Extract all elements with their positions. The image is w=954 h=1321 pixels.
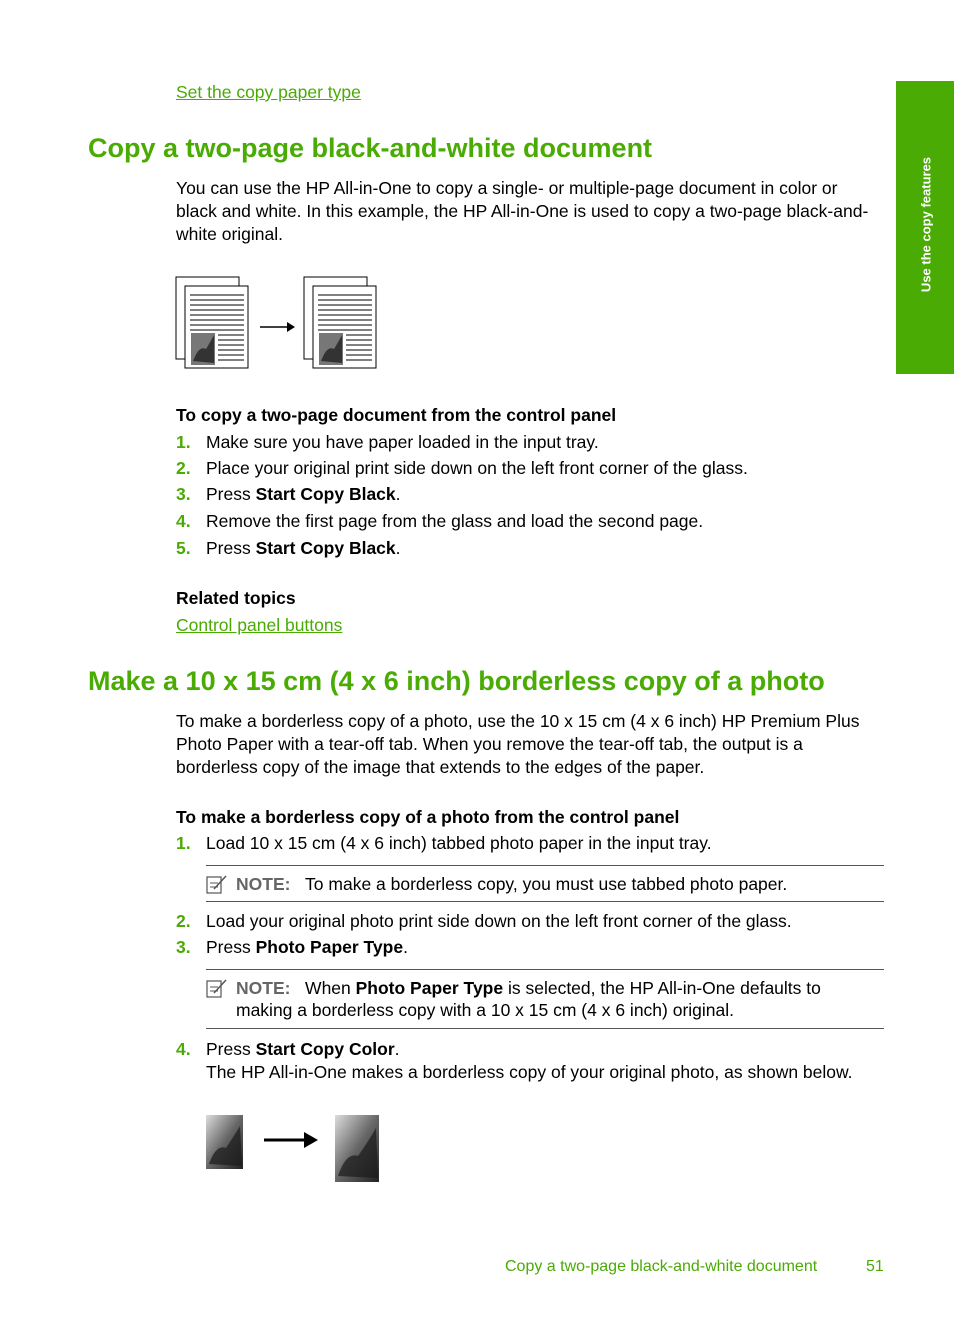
step-4: 4. Remove the first page from the glass and load the second page. xyxy=(176,511,704,531)
procedure-title-2: To make a borderless copy of a photo from the control panel xyxy=(176,807,680,827)
related-topics-title: Related topics xyxy=(176,588,296,608)
link-set-copy-paper-type[interactable]: Set the copy paper type xyxy=(176,82,361,102)
heading-borderless-copy: Make a 10 x 15 cm (4 x 6 inch) borderless copy of a photo xyxy=(88,666,825,696)
note-1: NOTE: To make a borderless copy, you must use tabbed photo paper. xyxy=(206,865,884,902)
s2-step-1: 1. Load 10 x 15 cm (4 x 6 inch) tabbed photo paper in the input tray. xyxy=(176,833,712,853)
side-tab xyxy=(896,81,954,374)
borderless-copy-photo-icon xyxy=(335,1115,379,1182)
borderless-photo-illustration xyxy=(206,1114,382,1184)
step-3: 3. Press Start Copy Black. xyxy=(176,484,401,504)
note-icon xyxy=(206,978,228,998)
procedure-title-1: To copy a two-page document from the control panel xyxy=(176,405,617,425)
two-page-copy-illustration xyxy=(174,275,380,371)
arrow-icon xyxy=(264,1132,318,1148)
note-label: NOTE: xyxy=(236,874,291,894)
note-2: NOTE: When Photo Paper Type is selected, the HP All-in-One defaults to making a borderless copy with a 10 x 15 cm (4 x 6 inch) original. xyxy=(206,969,884,1029)
s2-step-2: 2. Load your original photo print side down on the left front corner of the glass. xyxy=(176,911,792,931)
original-document-icon xyxy=(176,277,248,368)
original-photo-icon xyxy=(206,1115,243,1169)
arrow-icon xyxy=(260,322,295,332)
step-2: 2. Place your original print side down on the left front corner of the glass. xyxy=(176,458,748,478)
heading-copy-two-page: Copy a two-page black-and-white document xyxy=(88,133,653,163)
link-control-panel-buttons[interactable]: Control panel buttons xyxy=(176,615,343,635)
note-label: NOTE: xyxy=(236,978,291,998)
section1-intro: You can use the HP All-in-One to copy a single- or multiple-page document in color or black and white. In this example, the HP All-in-One is used to copy a two-page black-and-white original. xyxy=(176,178,869,244)
page-number: 51 xyxy=(866,1258,884,1275)
section2-intro: To make a borderless copy of a photo, use the 10 x 15 cm (4 x 6 inch) HP Premium Plus Photo Paper with a tear-off tab. When you remove the tear-off tab, the output is a borderless copy of the image that extends to the edges of the paper. xyxy=(176,711,860,777)
note-icon xyxy=(206,874,228,894)
side-tab-label: Use the copy features xyxy=(918,156,934,293)
copy-document-icon xyxy=(304,277,376,368)
footer-title: Copy a two-page black-and-white document xyxy=(505,1258,818,1275)
s2-step-4: 4. Press Start Copy Color. The HP All-in-One makes a borderless copy of your original photo, as shown below. xyxy=(176,1039,853,1082)
s2-step-3: 3. Press Photo Paper Type. xyxy=(176,937,408,957)
step-1: 1. Make sure you have paper loaded in the input tray. xyxy=(176,432,599,452)
step-5: 5. Press Start Copy Black. xyxy=(176,538,401,558)
